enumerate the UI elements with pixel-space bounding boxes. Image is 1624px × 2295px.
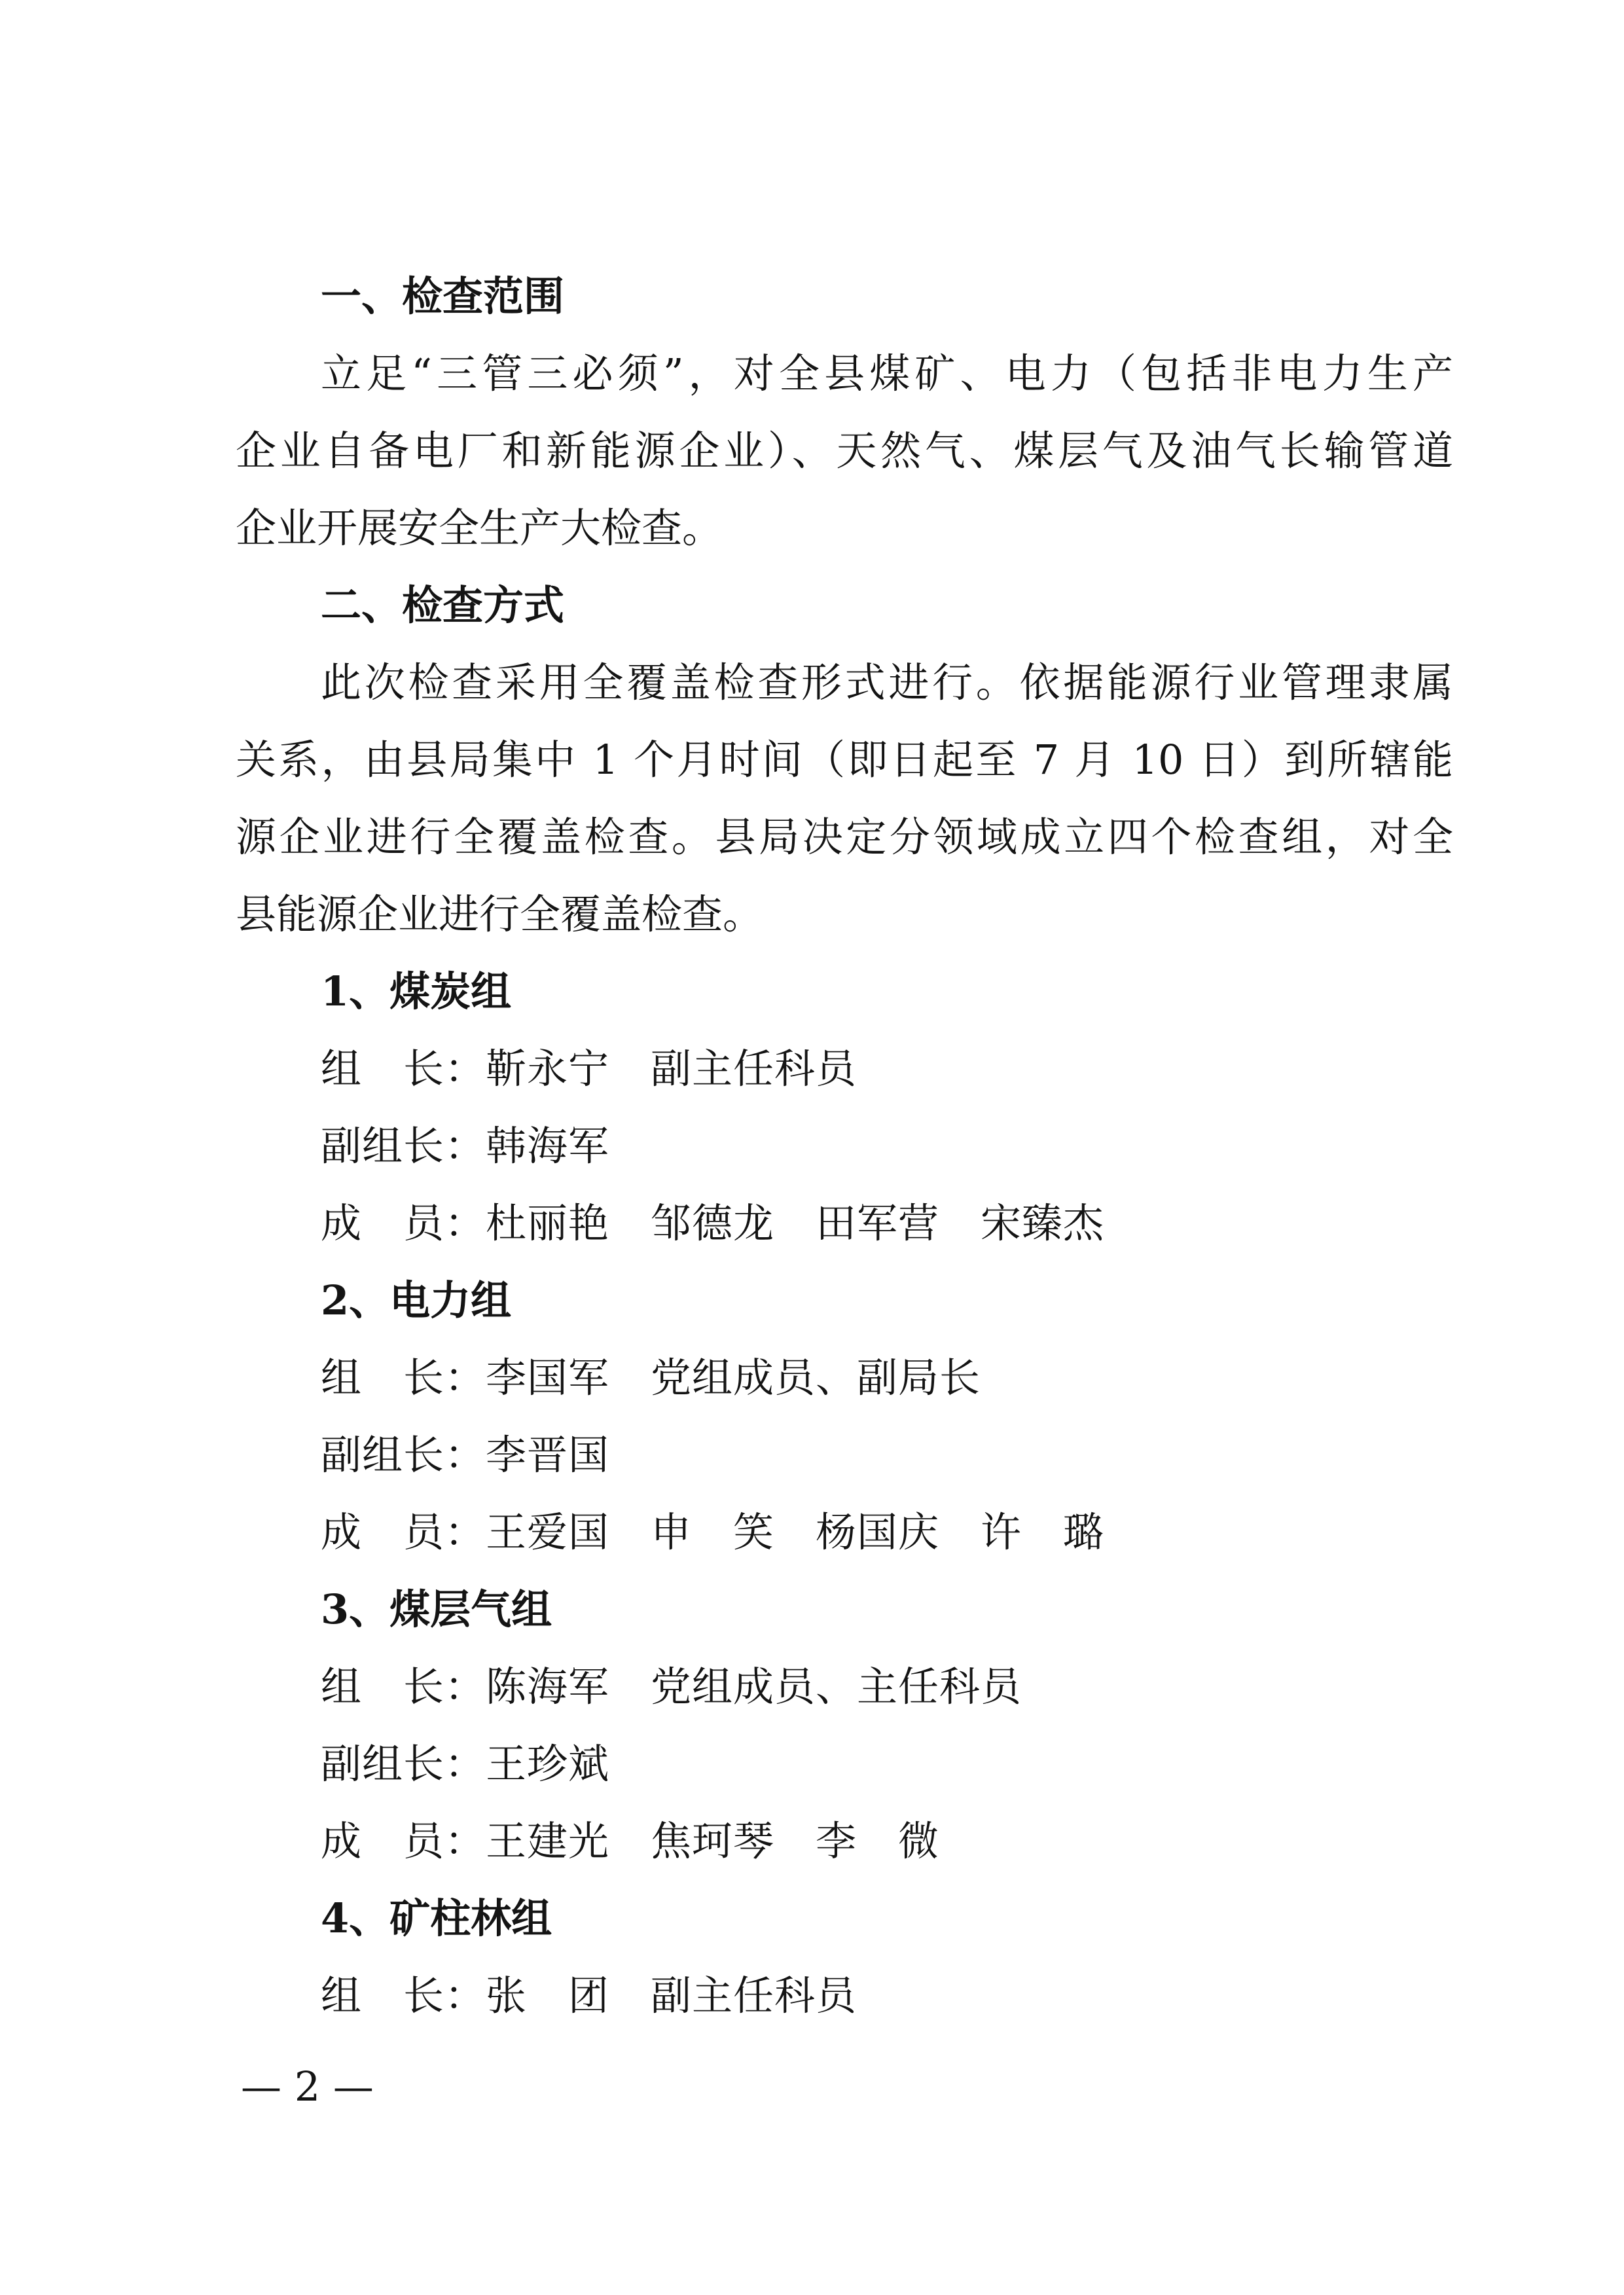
group-title-coal: 1、煤炭组 [321, 967, 512, 1015]
group-members: 成 员：王爱国 申 笑 杨国庆 许 璐 [321, 1508, 1105, 1556]
group-leader: 组 长：李国军 党组成员、副局长 [321, 1354, 981, 1401]
group-title-coalbed-gas: 3、煤层气组 [321, 1585, 552, 1633]
paragraph-line: 源企业进行全覆盖检查。县局决定分领域成立四个检查组，对全 [236, 813, 1453, 861]
group-leader: 组 长：靳永宁 副主任科员 [321, 1045, 857, 1093]
page-number: — 2 — [241, 2063, 374, 2110]
group-members: 成 员：杜丽艳 邹德龙 田军营 宋臻杰 [321, 1199, 1105, 1247]
group-members: 成 员：王建光 焦珂琴 李 微 [321, 1817, 940, 1865]
group-title-mine-pillar: 4、矿柱林组 [321, 1894, 552, 1942]
paragraph-line: 企业开展安全生产大检查。 [236, 504, 723, 552]
paragraph-line: 关系，由县局集中 1 个月时间（即日起至 7 月 10 日）到所辖能 [236, 736, 1453, 784]
paragraph-line: 企业自备电厂和新能源企业）、天然气、煤层气及油气长输管道 [236, 427, 1453, 475]
group-title-power: 2、电力组 [321, 1276, 512, 1324]
section-heading-scope: 一、检查范围 [321, 272, 565, 320]
paragraph-line: 此次检查采用全覆盖检查形式进行。依据能源行业管理隶属 [321, 659, 1453, 706]
group-deputy: 副组长：王珍斌 [321, 1740, 610, 1788]
group-deputy: 副组长：李晋国 [321, 1431, 610, 1479]
paragraph-line: 县能源企业进行全覆盖检查。 [236, 890, 764, 938]
section-heading-method: 二、检查方式 [321, 581, 565, 629]
group-deputy: 副组长：韩海军 [321, 1122, 610, 1170]
paragraph-line: 立足“三管三必须”，对全县煤矿、电力（包括非电力生产 [321, 350, 1453, 397]
group-leader: 组 长：陈海军 党组成员、主任科员 [321, 1663, 1022, 1710]
group-leader: 组 长：张 团 副主任科员 [321, 1972, 857, 2019]
